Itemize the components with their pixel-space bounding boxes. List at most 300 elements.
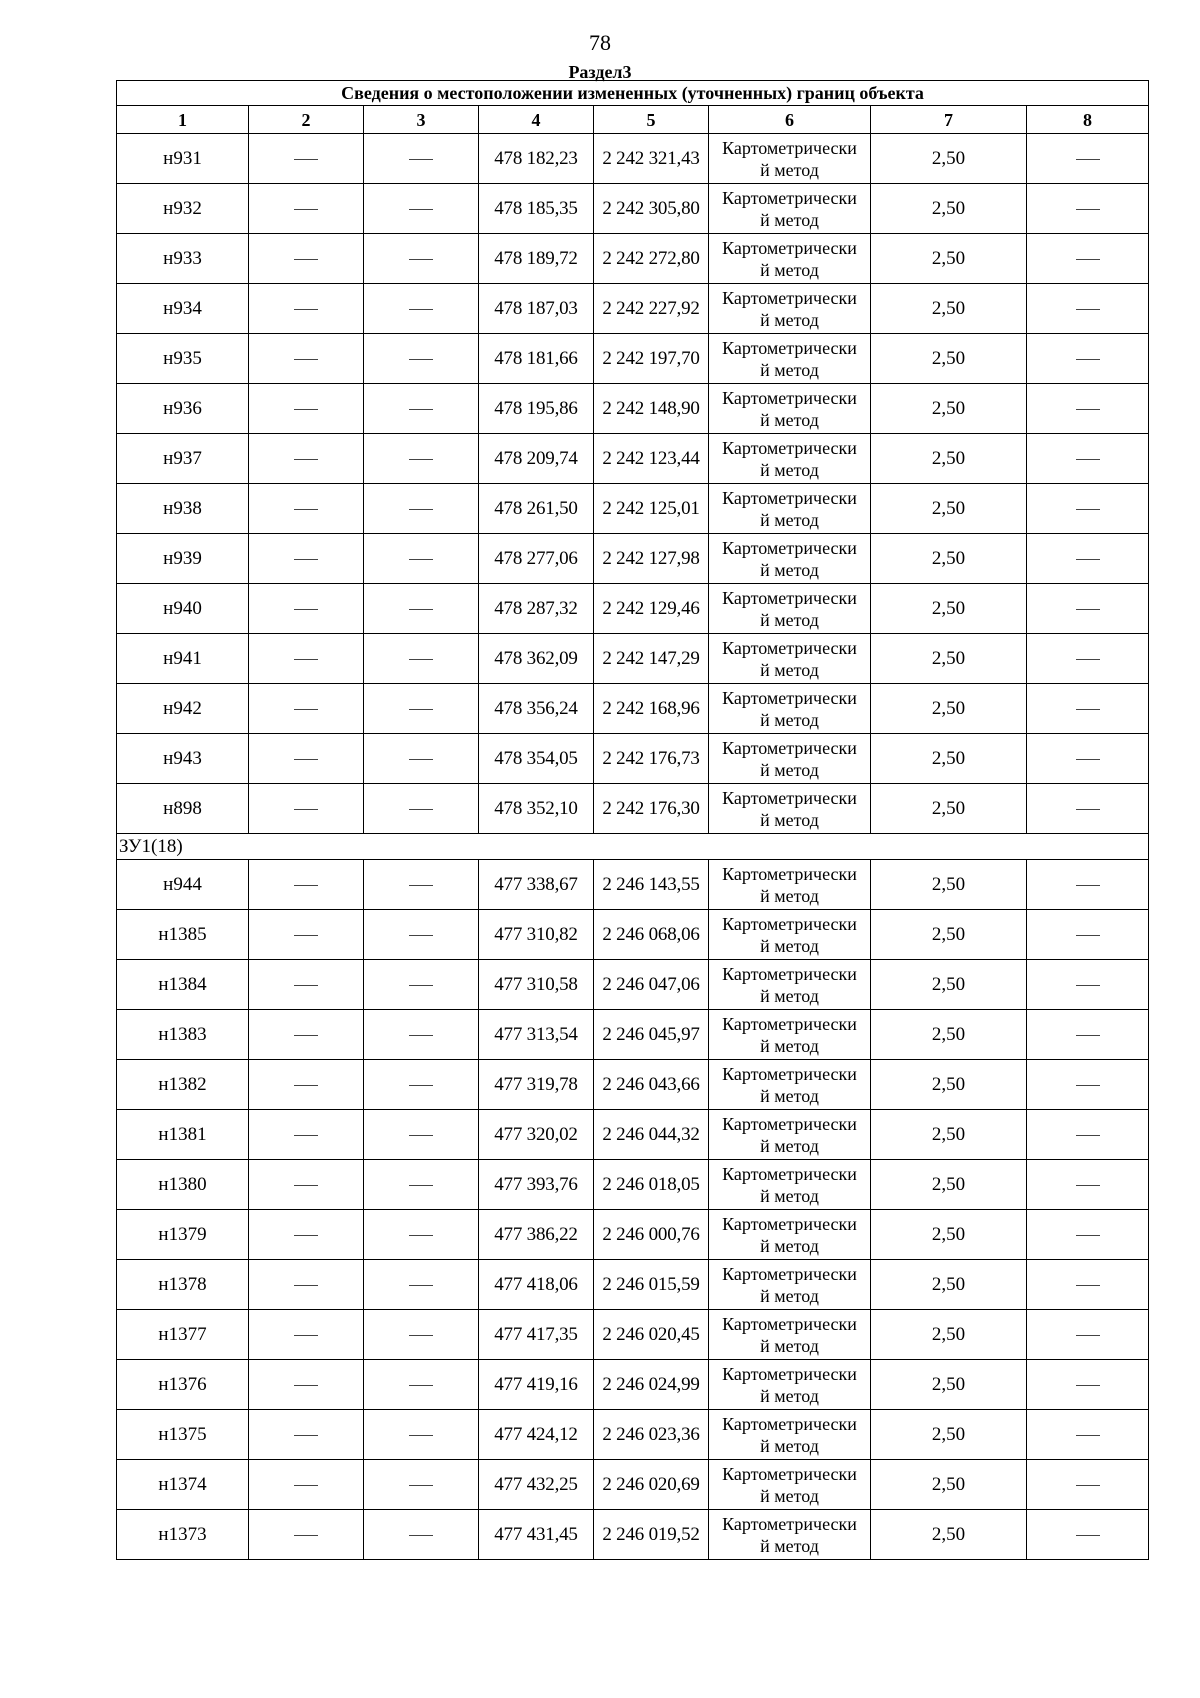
method-line-1: Картометрически — [722, 1313, 857, 1334]
y-coordinate-cell: 2 246 045,97 — [594, 1010, 709, 1060]
dash-mark — [409, 759, 433, 760]
x-coordinate-cell: 478 287,32 — [479, 584, 594, 634]
section-title: Раздел3 — [568, 62, 632, 82]
col2-dash-cell — [249, 1410, 364, 1460]
method-cell — [709, 1160, 871, 1210]
col3-dash-cell — [364, 234, 479, 284]
y-coordinate-cell: 2 246 020,69 — [594, 1460, 709, 1510]
point-name-cell: н1375 — [117, 1410, 249, 1460]
method-cell — [709, 1110, 871, 1160]
method-cell — [709, 1310, 871, 1360]
method-line-2: й метод — [760, 935, 819, 956]
method-line-2: й метод — [760, 1235, 819, 1256]
col8-dash-cell — [1027, 1210, 1149, 1260]
accuracy-cell: 2,50 — [871, 1510, 1027, 1560]
method-line-2: й метод — [760, 159, 819, 180]
method-line-2: й метод — [760, 1085, 819, 1106]
x-coordinate-cell: 477 417,35 — [479, 1310, 594, 1360]
col8-dash-cell — [1027, 1110, 1149, 1160]
method-line-1: Картометрически — [722, 913, 857, 934]
x-coordinate-cell: 477 338,67 — [479, 860, 594, 910]
point-name-cell: н1382 — [117, 1060, 249, 1110]
point-name-cell: н943 — [117, 734, 249, 784]
table-row — [117, 960, 1149, 1010]
table-row — [117, 684, 1149, 734]
method-cell — [709, 1210, 871, 1260]
x-coordinate-cell: 478 182,23 — [479, 134, 594, 184]
y-coordinate-cell: 2 242 123,44 — [594, 434, 709, 484]
y-coordinate-cell: 2 242 176,73 — [594, 734, 709, 784]
col2-dash-cell — [249, 234, 364, 284]
method-cell — [709, 1410, 871, 1460]
x-coordinate-cell: 478 356,24 — [479, 684, 594, 734]
dash-mark — [409, 609, 433, 610]
method-line-2: й метод — [760, 759, 819, 780]
point-name-cell: н898 — [117, 784, 249, 834]
col2-dash-cell — [249, 1460, 364, 1510]
x-coordinate-cell: 477 320,02 — [479, 1110, 594, 1160]
col3-dash-cell — [364, 1160, 479, 1210]
accuracy-cell: 2,50 — [871, 1160, 1027, 1210]
x-coordinate-cell: 478 187,03 — [479, 284, 594, 334]
x-coordinate-cell: 477 432,25 — [479, 1460, 594, 1510]
col2-dash-cell — [249, 734, 364, 784]
col2-dash-cell — [249, 284, 364, 334]
point-name-cell: н934 — [117, 284, 249, 334]
x-coordinate-cell: 478 277,06 — [479, 534, 594, 584]
method-cell — [709, 684, 871, 734]
dash-mark — [1076, 1135, 1100, 1136]
dash-mark — [409, 409, 433, 410]
y-coordinate-cell: 2 246 024,99 — [594, 1360, 709, 1410]
accuracy-cell: 2,50 — [871, 284, 1027, 334]
dash-mark — [409, 1285, 433, 1286]
y-coordinate-cell: 2 242 125,01 — [594, 484, 709, 534]
method-line-2: й метод — [760, 309, 819, 330]
method-line-1: Картометрически — [722, 863, 857, 884]
dash-mark — [409, 459, 433, 460]
dash-mark — [294, 809, 318, 810]
col2-dash-cell — [249, 384, 364, 434]
table-row — [117, 1410, 1149, 1460]
col2-dash-cell — [249, 334, 364, 384]
col8-dash-cell — [1027, 784, 1149, 834]
table-row — [117, 584, 1149, 634]
point-name-cell: н936 — [117, 384, 249, 434]
dash-mark — [409, 509, 433, 510]
method-cell — [709, 1060, 871, 1110]
y-coordinate-cell: 2 246 047,06 — [594, 960, 709, 1010]
column-number: 3 — [364, 106, 479, 134]
col3-dash-cell — [364, 1060, 479, 1110]
method-line-1: Картометрически — [722, 1263, 857, 1284]
col8-dash-cell — [1027, 584, 1149, 634]
col8-dash-cell — [1027, 1010, 1149, 1060]
y-coordinate-cell: 2 242 321,43 — [594, 134, 709, 184]
col2-dash-cell — [249, 1260, 364, 1310]
dash-mark — [294, 1435, 318, 1436]
dash-mark — [409, 1535, 433, 1536]
y-coordinate-cell: 2 246 143,55 — [594, 860, 709, 910]
col3-dash-cell — [364, 284, 479, 334]
dash-mark — [294, 659, 318, 660]
y-coordinate-cell: 2 246 068,06 — [594, 910, 709, 960]
method-line-1: Картометрически — [722, 437, 857, 458]
y-coordinate-cell: 2 246 043,66 — [594, 1060, 709, 1110]
dash-mark — [1076, 935, 1100, 936]
col3-dash-cell — [364, 134, 479, 184]
table-row — [117, 284, 1149, 334]
dash-mark — [294, 759, 318, 760]
col3-dash-cell — [364, 1410, 479, 1460]
dash-mark — [409, 709, 433, 710]
col2-dash-cell — [249, 784, 364, 834]
table-row — [117, 784, 1149, 834]
col8-dash-cell — [1027, 1160, 1149, 1210]
col2-dash-cell — [249, 534, 364, 584]
col2-dash-cell — [249, 484, 364, 534]
table-row — [117, 534, 1149, 584]
col3-dash-cell — [364, 684, 479, 734]
dash-mark — [1076, 559, 1100, 560]
table-row — [117, 1060, 1149, 1110]
column-number: 1 — [117, 106, 249, 134]
point-name-cell: н937 — [117, 434, 249, 484]
col3-dash-cell — [364, 1110, 479, 1160]
y-coordinate-cell: 2 242 148,90 — [594, 384, 709, 434]
x-coordinate-cell: 478 189,72 — [479, 234, 594, 284]
method-line-2: й метод — [760, 1335, 819, 1356]
method-line-2: й метод — [760, 409, 819, 430]
method-cell — [709, 1260, 871, 1310]
dash-mark — [1076, 809, 1100, 810]
accuracy-cell: 2,50 — [871, 684, 1027, 734]
dash-mark — [1076, 1485, 1100, 1486]
col3-dash-cell — [364, 1210, 479, 1260]
dash-mark — [1076, 759, 1100, 760]
dash-mark — [409, 1185, 433, 1186]
dash-mark — [409, 159, 433, 160]
method-line-1: Картометрически — [722, 963, 857, 984]
y-coordinate-cell: 2 246 015,59 — [594, 1260, 709, 1310]
accuracy-cell: 2,50 — [871, 960, 1027, 1010]
col2-dash-cell — [249, 1010, 364, 1060]
table-row — [117, 1510, 1149, 1560]
col8-dash-cell — [1027, 334, 1149, 384]
accuracy-cell: 2,50 — [871, 134, 1027, 184]
col8-dash-cell — [1027, 910, 1149, 960]
dash-mark — [294, 1285, 318, 1286]
dash-mark — [1076, 659, 1100, 660]
method-line-1: Картометрически — [722, 787, 857, 808]
method-line-2: й метод — [760, 1035, 819, 1056]
method-line-1: Картометрически — [722, 1463, 857, 1484]
dash-mark — [294, 1235, 318, 1236]
col2-dash-cell — [249, 1210, 364, 1260]
method-line-1: Картометрически — [722, 287, 857, 308]
method-line-1: Картометрически — [722, 1113, 857, 1134]
coordinates-table — [116, 80, 1149, 1560]
group-label: ЗУ1(18) — [117, 834, 1149, 860]
y-coordinate-cell: 2 246 000,76 — [594, 1210, 709, 1260]
dash-mark — [294, 159, 318, 160]
method-cell — [709, 784, 871, 834]
table-row — [117, 634, 1149, 684]
dash-mark — [1076, 259, 1100, 260]
point-name-cell: н935 — [117, 334, 249, 384]
method-line-1: Картометрически — [722, 1363, 857, 1384]
col2-dash-cell — [249, 1110, 364, 1160]
dash-mark — [409, 1485, 433, 1486]
point-name-cell: н1377 — [117, 1310, 249, 1360]
dash-mark — [409, 809, 433, 810]
dash-mark — [409, 1035, 433, 1036]
x-coordinate-cell: 478 261,50 — [479, 484, 594, 534]
dash-mark — [409, 1435, 433, 1436]
dash-mark — [409, 209, 433, 210]
method-cell — [709, 284, 871, 334]
x-coordinate-cell: 477 386,22 — [479, 1210, 594, 1260]
dash-mark — [1076, 159, 1100, 160]
method-cell — [709, 434, 871, 484]
dash-mark — [1076, 359, 1100, 360]
dash-mark — [409, 1335, 433, 1336]
col8-dash-cell — [1027, 860, 1149, 910]
col2-dash-cell — [249, 960, 364, 1010]
point-name-cell: н1383 — [117, 1010, 249, 1060]
table-caption: Сведения о местоположении измененных (уточненных) границ объекта — [117, 81, 1149, 106]
col8-dash-cell — [1027, 384, 1149, 434]
accuracy-cell: 2,50 — [871, 860, 1027, 910]
dash-mark — [409, 259, 433, 260]
method-line-2: й метод — [760, 359, 819, 380]
accuracy-cell: 2,50 — [871, 334, 1027, 384]
method-line-2: й метод — [760, 1185, 819, 1206]
column-number: 8 — [1027, 106, 1149, 134]
col8-dash-cell — [1027, 484, 1149, 534]
accuracy-cell: 2,50 — [871, 1460, 1027, 1510]
column-number: 5 — [594, 106, 709, 134]
y-coordinate-cell: 2 246 023,36 — [594, 1410, 709, 1460]
accuracy-cell: 2,50 — [871, 1110, 1027, 1160]
col3-dash-cell — [364, 784, 479, 834]
dash-mark — [294, 609, 318, 610]
table-row — [117, 1310, 1149, 1360]
table-row — [117, 134, 1149, 184]
col8-dash-cell — [1027, 960, 1149, 1010]
x-coordinate-cell: 478 209,74 — [479, 434, 594, 484]
col2-dash-cell — [249, 684, 364, 734]
col3-dash-cell — [364, 1260, 479, 1310]
dash-mark — [1076, 209, 1100, 210]
method-line-2: й метод — [760, 1135, 819, 1156]
method-line-1: Картометрически — [722, 1213, 857, 1234]
method-line-1: Картометрически — [722, 487, 857, 508]
method-line-1: Картометрически — [722, 1413, 857, 1434]
method-line-1: Картометрически — [722, 1013, 857, 1034]
column-number: 6 — [709, 106, 871, 134]
table-row — [117, 860, 1149, 910]
method-cell — [709, 734, 871, 784]
point-name-cell: н1381 — [117, 1110, 249, 1160]
accuracy-cell: 2,50 — [871, 434, 1027, 484]
col8-dash-cell — [1027, 1060, 1149, 1110]
point-name-cell: н1373 — [117, 1510, 249, 1560]
dash-mark — [294, 459, 318, 460]
table-row — [117, 1260, 1149, 1310]
point-name-cell: н1384 — [117, 960, 249, 1010]
method-cell — [709, 384, 871, 434]
y-coordinate-cell: 2 242 227,92 — [594, 284, 709, 334]
dash-mark — [409, 559, 433, 560]
col3-dash-cell — [364, 734, 479, 784]
method-line-2: й метод — [760, 985, 819, 1006]
dash-mark — [1076, 1035, 1100, 1036]
page-number: 78 — [589, 30, 611, 55]
accuracy-cell: 2,50 — [871, 1010, 1027, 1060]
dash-mark — [294, 509, 318, 510]
dash-mark — [294, 1335, 318, 1336]
point-name-cell: н1380 — [117, 1160, 249, 1210]
point-name-cell: н931 — [117, 134, 249, 184]
dash-mark — [1076, 509, 1100, 510]
point-name-cell: н933 — [117, 234, 249, 284]
method-cell — [709, 234, 871, 284]
dash-mark — [1076, 1085, 1100, 1086]
method-cell — [709, 1510, 871, 1560]
dash-mark — [1076, 985, 1100, 986]
table-body — [117, 81, 1149, 1560]
x-coordinate-cell: 478 362,09 — [479, 634, 594, 684]
point-name-cell: н1379 — [117, 1210, 249, 1260]
y-coordinate-cell: 2 242 147,29 — [594, 634, 709, 684]
col2-dash-cell — [249, 1060, 364, 1110]
x-coordinate-cell: 478 352,10 — [479, 784, 594, 834]
group-label-row — [117, 834, 1149, 860]
col8-dash-cell — [1027, 534, 1149, 584]
method-line-1: Картометрически — [722, 1163, 857, 1184]
dash-mark — [1076, 1335, 1100, 1336]
dash-mark — [294, 1185, 318, 1186]
col3-dash-cell — [364, 910, 479, 960]
x-coordinate-cell: 477 431,45 — [479, 1510, 594, 1560]
method-cell — [709, 334, 871, 384]
dash-mark — [294, 359, 318, 360]
col3-dash-cell — [364, 1310, 479, 1360]
col2-dash-cell — [249, 1160, 364, 1210]
method-line-2: й метод — [760, 809, 819, 830]
dash-mark — [294, 1035, 318, 1036]
method-line-1: Картометрически — [722, 387, 857, 408]
accuracy-cell: 2,50 — [871, 584, 1027, 634]
method-line-2: й метод — [760, 1435, 819, 1456]
method-cell — [709, 1360, 871, 1410]
col8-dash-cell — [1027, 1510, 1149, 1560]
column-number-row — [117, 106, 1149, 134]
dash-mark — [409, 985, 433, 986]
col2-dash-cell — [249, 1510, 364, 1560]
y-coordinate-cell: 2 242 272,80 — [594, 234, 709, 284]
col3-dash-cell — [364, 184, 479, 234]
table-row — [117, 1010, 1149, 1060]
accuracy-cell: 2,50 — [871, 484, 1027, 534]
y-coordinate-cell: 2 242 305,80 — [594, 184, 709, 234]
point-name-cell: н938 — [117, 484, 249, 534]
x-coordinate-cell: 477 424,12 — [479, 1410, 594, 1460]
method-line-2: й метод — [760, 709, 819, 730]
col8-dash-cell — [1027, 1360, 1149, 1410]
col3-dash-cell — [364, 334, 479, 384]
y-coordinate-cell: 2 242 127,98 — [594, 534, 709, 584]
table-caption-row — [117, 81, 1149, 106]
point-name-cell: н944 — [117, 860, 249, 910]
point-name-cell: н939 — [117, 534, 249, 584]
table-row — [117, 484, 1149, 534]
method-line-2: й метод — [760, 259, 819, 280]
dash-mark — [294, 935, 318, 936]
col2-dash-cell — [249, 184, 364, 234]
dash-mark — [409, 659, 433, 660]
col8-dash-cell — [1027, 1310, 1149, 1360]
method-line-2: й метод — [760, 1285, 819, 1306]
col8-dash-cell — [1027, 134, 1149, 184]
dash-mark — [1076, 1285, 1100, 1286]
col3-dash-cell — [364, 484, 479, 534]
dash-mark — [1076, 1235, 1100, 1236]
col2-dash-cell — [249, 634, 364, 684]
dash-mark — [294, 1485, 318, 1486]
accuracy-cell: 2,50 — [871, 184, 1027, 234]
column-number: 4 — [479, 106, 594, 134]
method-line-1: Картометрически — [722, 737, 857, 758]
method-line-2: й метод — [760, 659, 819, 680]
accuracy-cell: 2,50 — [871, 734, 1027, 784]
accuracy-cell: 2,50 — [871, 534, 1027, 584]
dash-mark — [294, 985, 318, 986]
dash-mark — [294, 1535, 318, 1536]
col8-dash-cell — [1027, 234, 1149, 284]
accuracy-cell: 2,50 — [871, 1360, 1027, 1410]
col8-dash-cell — [1027, 684, 1149, 734]
table-row — [117, 234, 1149, 284]
col2-dash-cell — [249, 584, 364, 634]
y-coordinate-cell: 2 246 044,32 — [594, 1110, 709, 1160]
y-coordinate-cell: 2 242 197,70 — [594, 334, 709, 384]
dash-mark — [1076, 1435, 1100, 1436]
method-cell — [709, 1460, 871, 1510]
col3-dash-cell — [364, 860, 479, 910]
y-coordinate-cell: 2 246 020,45 — [594, 1310, 709, 1360]
point-name-cell: н940 — [117, 584, 249, 634]
dash-mark — [1076, 885, 1100, 886]
y-coordinate-cell: 2 246 019,52 — [594, 1510, 709, 1560]
x-coordinate-cell: 477 418,06 — [479, 1260, 594, 1310]
x-coordinate-cell: 477 393,76 — [479, 1160, 594, 1210]
dash-mark — [294, 1085, 318, 1086]
col8-dash-cell — [1027, 434, 1149, 484]
method-line-1: Картометрически — [722, 337, 857, 358]
method-line-2: й метод — [760, 1535, 819, 1556]
point-name-cell: н1376 — [117, 1360, 249, 1410]
col3-dash-cell — [364, 534, 479, 584]
col8-dash-cell — [1027, 184, 1149, 234]
dash-mark — [1076, 459, 1100, 460]
table-row — [117, 384, 1149, 434]
dash-mark — [409, 309, 433, 310]
point-name-cell: н1378 — [117, 1260, 249, 1310]
table-row — [117, 1110, 1149, 1160]
method-line-2: й метод — [760, 559, 819, 580]
